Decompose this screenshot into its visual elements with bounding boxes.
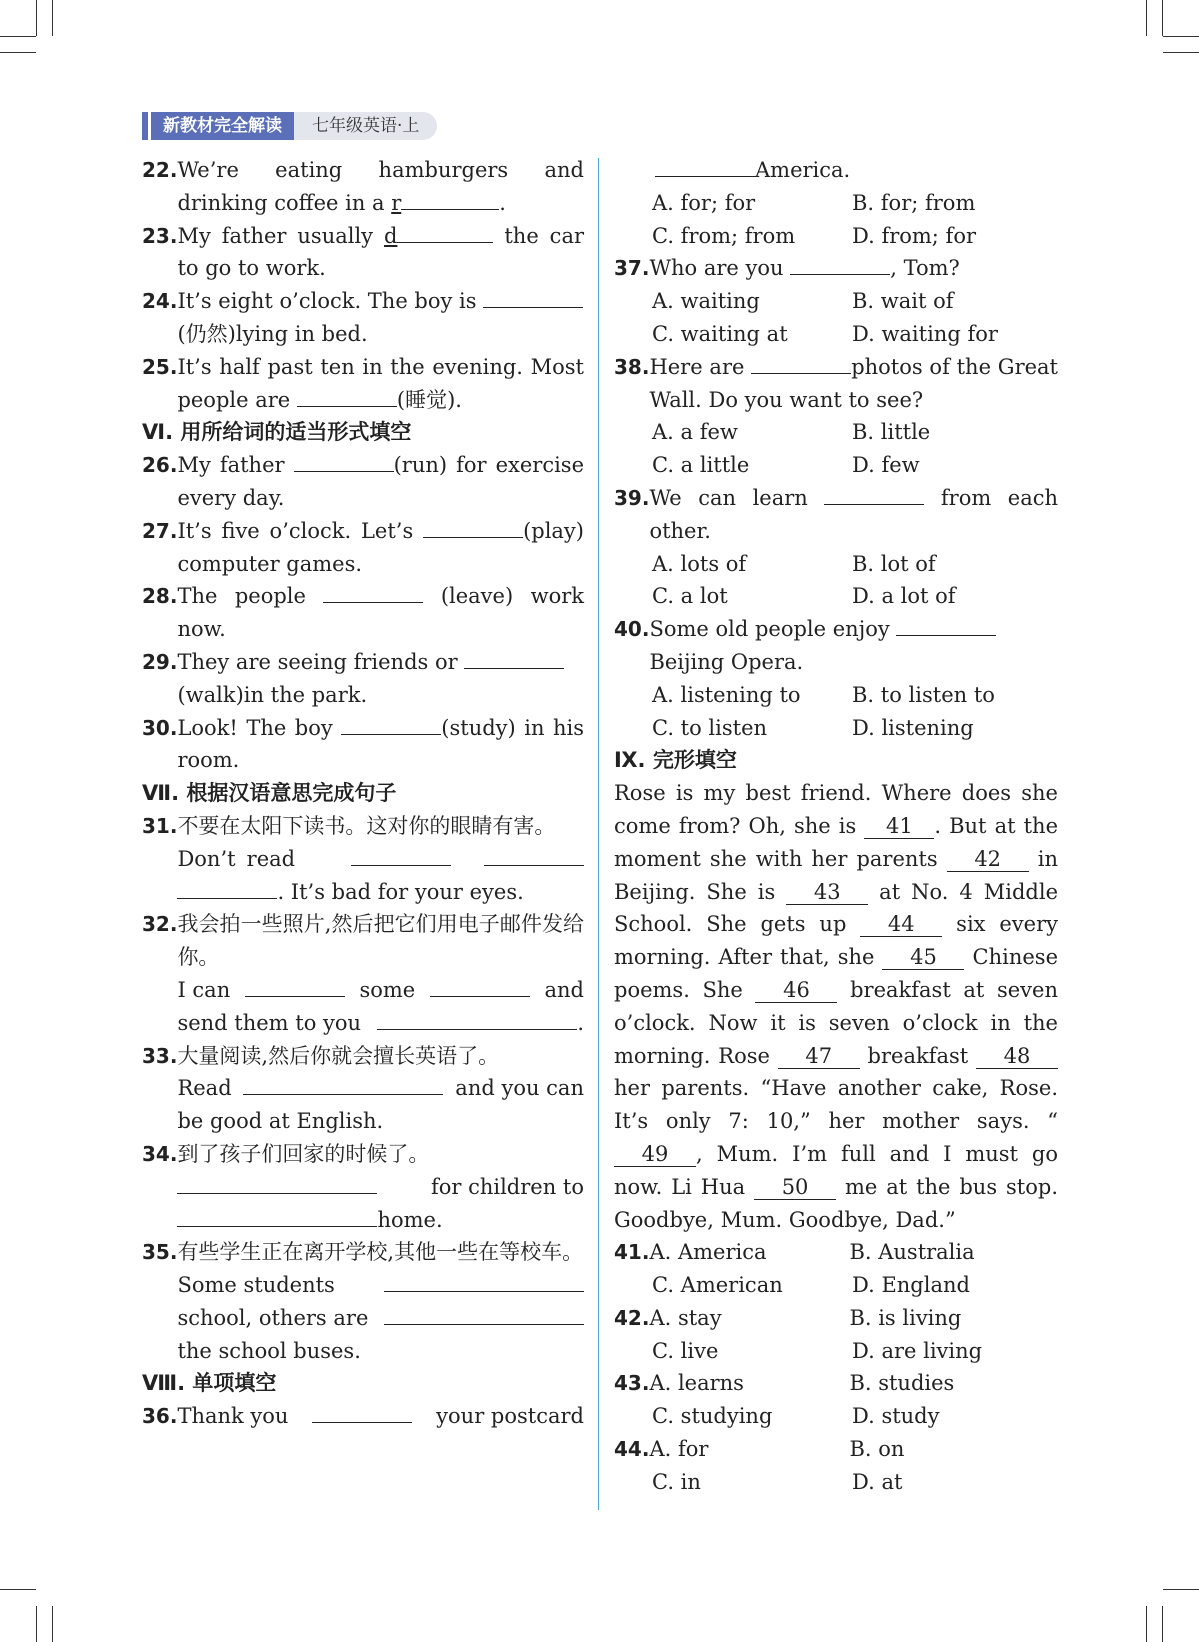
option-c[interactable]: C. in bbox=[652, 1469, 701, 1494]
column-divider bbox=[598, 158, 599, 1510]
option-d[interactable]: D. listening bbox=[852, 715, 974, 740]
header-accent-bar bbox=[142, 112, 148, 140]
question-32 bbox=[142, 908, 584, 1039]
question-text: send them to you bbox=[177, 1010, 362, 1035]
question-chinese: 我会拍一些照片,然后把它们用电子邮件发给你。 bbox=[177, 912, 584, 970]
passage-text: Rose is my best friend. Where does she come from? Oh, she is bbox=[614, 781, 1058, 838]
options-42 bbox=[614, 1335, 1058, 1368]
question-text: from each other. bbox=[649, 485, 1059, 543]
passage-text: Chinese poems. She bbox=[614, 945, 1058, 1002]
header-series-tag: 新教材完全解读 bbox=[151, 112, 294, 140]
hint-letter: d bbox=[383, 223, 398, 248]
question-chinese: 不要在太阳下读书。这对你的眼睛有害。 bbox=[177, 813, 556, 838]
answer-blank[interactable] bbox=[896, 613, 996, 636]
question-number: 37. bbox=[614, 256, 650, 281]
question-number: 23. bbox=[142, 223, 178, 248]
question-23 bbox=[142, 220, 584, 286]
option-d[interactable]: D. a lot of bbox=[852, 584, 956, 609]
question-number: 40. bbox=[614, 617, 650, 642]
question-text: Here are bbox=[649, 354, 752, 379]
question-number: 44. bbox=[614, 1437, 650, 1462]
options-38 bbox=[614, 449, 1058, 482]
answer-blank[interactable] bbox=[397, 220, 493, 243]
question-text: Some students bbox=[177, 1273, 335, 1298]
option-b[interactable]: B. to listen to bbox=[852, 682, 995, 707]
option-a[interactable]: A. listening to bbox=[652, 682, 801, 707]
cloze-blank-47[interactable]: 47 bbox=[778, 1044, 860, 1069]
options-40 bbox=[614, 712, 1058, 745]
passage-text: in Beijing. She is bbox=[614, 846, 1058, 904]
answer-blank[interactable] bbox=[790, 252, 890, 275]
options-44 bbox=[614, 1466, 1058, 1499]
question-number: 28. bbox=[142, 584, 178, 609]
crop-mark bbox=[0, 1589, 36, 1590]
answer-blank[interactable] bbox=[243, 1072, 343, 1095]
question-text: (study) in his room. bbox=[177, 715, 584, 773]
option-b[interactable]: B. is living bbox=[849, 1305, 962, 1330]
question-number: 22. bbox=[142, 158, 178, 182]
option-d[interactable]: D. few bbox=[852, 453, 920, 478]
question-number: 30. bbox=[142, 715, 178, 740]
passage-text: at No. 4 Middle School. She gets up bbox=[614, 879, 1058, 937]
options-38 bbox=[614, 416, 1058, 449]
question-text: (run) for exercise every day. bbox=[177, 453, 584, 510]
question-text: My father bbox=[177, 453, 294, 478]
question-text: home. bbox=[377, 1207, 443, 1232]
option-c[interactable]: C. a lot bbox=[652, 584, 728, 609]
answer-blank[interactable] bbox=[177, 1171, 277, 1194]
answer-blank[interactable] bbox=[751, 351, 851, 374]
question-number: 35. bbox=[142, 1240, 178, 1265]
question-27 bbox=[142, 515, 584, 581]
crop-mark bbox=[0, 36, 36, 37]
option-c[interactable]: C. live bbox=[652, 1338, 719, 1363]
option-d[interactable]: D. from; for bbox=[852, 223, 977, 248]
question-text: (leave) work now. bbox=[177, 584, 584, 642]
options-39 bbox=[614, 580, 1058, 613]
passage-text: . But at the moment she with her parents bbox=[614, 813, 1058, 871]
question-34 bbox=[142, 1138, 584, 1236]
header-subtitle: 七年级英语·上 bbox=[294, 112, 437, 140]
crop-mark bbox=[1163, 36, 1199, 37]
question-number: 25. bbox=[142, 354, 178, 379]
section-heading-viii: Ⅷ. 单项填空 bbox=[142, 1371, 277, 1396]
question-42 bbox=[614, 1302, 1058, 1335]
cloze-blank-43[interactable]: 43 bbox=[786, 880, 868, 905]
options-39 bbox=[614, 548, 1058, 581]
question-24 bbox=[142, 285, 584, 351]
crop-mark bbox=[36, 0, 37, 36]
question-chinese: 有些学生正在离开学校,其他一些在等校车。 bbox=[177, 1240, 584, 1265]
question-31 bbox=[142, 810, 584, 908]
answer-blank[interactable] bbox=[484, 843, 584, 866]
answer-blank[interactable] bbox=[464, 646, 564, 669]
question-36-continued bbox=[614, 154, 1058, 187]
crop-mark bbox=[1146, 0, 1147, 36]
cloze-blank-49[interactable]: 49 bbox=[614, 1142, 696, 1167]
question-text: school, others are bbox=[177, 1305, 369, 1330]
question-text: My father usually bbox=[177, 223, 384, 248]
question-chinese: 到了孩子们回家的时候了。 bbox=[177, 1141, 430, 1166]
option-a[interactable]: A. learns bbox=[649, 1371, 744, 1396]
question-number: 32. bbox=[142, 912, 178, 937]
question-text: . It’s bad for your eyes. bbox=[277, 879, 524, 904]
left-column bbox=[142, 154, 584, 1433]
passage-text: , Mum. I’m full and I must go now. Li Hua bbox=[614, 1141, 1058, 1199]
passage-text: six every morning. After that, she bbox=[614, 912, 1059, 970]
answer-blank[interactable] bbox=[351, 843, 451, 866]
question-text: The people bbox=[177, 584, 324, 609]
question-text: It’s eight o’clock. The boy is bbox=[177, 289, 484, 314]
question-text: Who are you bbox=[649, 256, 791, 281]
crop-mark bbox=[0, 52, 36, 53]
options-40 bbox=[614, 679, 1058, 712]
answer-blank[interactable] bbox=[484, 1302, 584, 1325]
question-40 bbox=[614, 613, 1058, 679]
passage-text: breakfast at seven o’clock. Now it is seven o’clock in the morning. Rose bbox=[614, 977, 1058, 1068]
answer-blank[interactable] bbox=[384, 1269, 484, 1292]
answer-blank[interactable] bbox=[423, 515, 523, 538]
crop-mark bbox=[1163, 52, 1199, 53]
option-c[interactable]: C. waiting at bbox=[652, 321, 788, 346]
passage-text: me at the bus stop. Goodbye, Mum. Goodbye, Dad.” bbox=[614, 1174, 1058, 1232]
crop-mark bbox=[1146, 1606, 1147, 1642]
answer-blank[interactable] bbox=[483, 285, 583, 308]
answer-blank[interactable] bbox=[245, 974, 345, 997]
cloze-passage bbox=[614, 777, 1058, 1236]
option-d[interactable]: D. England bbox=[852, 1273, 970, 1298]
question-text: . bbox=[577, 1010, 584, 1035]
question-text: be good at English. bbox=[177, 1109, 384, 1134]
question-22 bbox=[142, 154, 584, 220]
crop-mark bbox=[52, 1606, 53, 1642]
answer-blank[interactable] bbox=[477, 1007, 577, 1030]
answer-blank[interactable] bbox=[294, 449, 394, 472]
passage-text: her parents. “Have another cake, Rose. It’s only 7: 10,” her mother says. “ bbox=[614, 1076, 1058, 1134]
question-text: your postcard bbox=[436, 1404, 584, 1429]
option-a[interactable]: A. for bbox=[649, 1437, 709, 1462]
option-c[interactable]: C. a little bbox=[652, 453, 750, 478]
question-39 bbox=[614, 482, 1058, 548]
question-text: Some old people enjoy bbox=[649, 617, 897, 642]
question-29 bbox=[142, 646, 584, 712]
question-41 bbox=[614, 1236, 1058, 1269]
question-36 bbox=[142, 1400, 584, 1433]
option-b[interactable]: B. lot of bbox=[852, 551, 936, 576]
section-heading-ix: Ⅸ. 完形填空 bbox=[614, 748, 737, 773]
question-text: some bbox=[359, 977, 416, 1002]
option-b[interactable]: B. studies bbox=[849, 1371, 955, 1396]
answer-blank[interactable] bbox=[277, 1171, 377, 1194]
question-number: 43. bbox=[614, 1371, 650, 1396]
hint-letter: r bbox=[391, 190, 402, 215]
cloze-blank-41[interactable]: 41 bbox=[864, 814, 934, 839]
option-b[interactable]: B. for; from bbox=[852, 190, 976, 215]
answer-blank[interactable] bbox=[177, 1204, 277, 1227]
passage-text: breakfast bbox=[859, 1043, 976, 1068]
crop-mark bbox=[36, 1606, 37, 1642]
question-text: We can learn bbox=[649, 485, 825, 510]
question-text: the car to go to work. bbox=[177, 223, 584, 281]
question-35 bbox=[142, 1236, 584, 1367]
crop-mark bbox=[52, 0, 53, 36]
answer-blank[interactable] bbox=[401, 187, 499, 210]
question-text: . bbox=[499, 190, 506, 215]
option-d[interactable]: D. are living bbox=[852, 1338, 983, 1363]
question-text: Thank you bbox=[177, 1404, 289, 1429]
cloze-blank-50[interactable]: 50 bbox=[754, 1175, 836, 1200]
question-text: Read bbox=[177, 1076, 232, 1101]
question-number: 29. bbox=[142, 649, 178, 674]
question-text: Don’t read bbox=[177, 846, 296, 871]
question-text: (睡觉). bbox=[396, 387, 462, 412]
cloze-blank-42[interactable]: 42 bbox=[947, 847, 1029, 872]
question-text: They are seeing friends or bbox=[177, 649, 465, 674]
answer-blank[interactable] bbox=[312, 1400, 412, 1423]
cloze-blank-45[interactable]: 45 bbox=[882, 945, 964, 970]
question-number: 26. bbox=[142, 453, 178, 478]
question-number: 33. bbox=[142, 1043, 178, 1068]
options-36 bbox=[614, 187, 1058, 220]
question-number: 34. bbox=[142, 1141, 178, 1166]
question-text: Beijing Opera. bbox=[649, 649, 804, 674]
answer-blank[interactable] bbox=[655, 154, 755, 177]
answer-blank[interactable] bbox=[384, 1302, 484, 1325]
right-column bbox=[614, 154, 1058, 1499]
answer-blank[interactable] bbox=[177, 876, 277, 899]
options-41 bbox=[614, 1269, 1058, 1302]
option-b[interactable]: B. little bbox=[852, 420, 931, 445]
question-number: 39. bbox=[614, 485, 650, 510]
option-a[interactable]: A. for; for bbox=[652, 190, 756, 215]
question-44 bbox=[614, 1433, 1058, 1466]
answer-blank[interactable] bbox=[323, 580, 423, 603]
section-heading-vi: Ⅵ. 用所给词的适当形式填空 bbox=[142, 420, 412, 445]
question-text: (play) computer games. bbox=[177, 518, 584, 576]
question-text: America. bbox=[755, 158, 851, 182]
question-number: 36. bbox=[142, 1404, 178, 1429]
page-header bbox=[142, 112, 437, 140]
options-37 bbox=[614, 318, 1058, 351]
option-d[interactable]: D. at bbox=[852, 1469, 903, 1494]
question-text: It’s five o’clock. Let’s bbox=[177, 518, 424, 543]
question-number: 24. bbox=[142, 289, 178, 314]
option-d[interactable]: D. study bbox=[852, 1404, 940, 1429]
option-b[interactable]: B. wait of bbox=[852, 289, 954, 314]
answer-blank[interactable] bbox=[277, 1204, 377, 1227]
answer-blank[interactable] bbox=[824, 482, 924, 505]
cloze-blank-44[interactable]: 44 bbox=[860, 912, 942, 937]
question-number: 38. bbox=[614, 354, 650, 379]
question-25 bbox=[142, 351, 584, 417]
answer-blank[interactable] bbox=[484, 1269, 584, 1292]
cloze-blank-48[interactable]: 48 bbox=[976, 1044, 1058, 1069]
question-text: the school buses. bbox=[177, 1338, 361, 1363]
question-38 bbox=[614, 351, 1058, 417]
crop-mark bbox=[1163, 1589, 1199, 1590]
option-c[interactable]: C. studying bbox=[652, 1404, 773, 1429]
question-28 bbox=[142, 580, 584, 646]
option-a[interactable]: A. a few bbox=[652, 420, 738, 445]
option-d[interactable]: D. waiting for bbox=[852, 321, 998, 346]
question-text: I can bbox=[177, 977, 231, 1002]
option-a[interactable]: A. lots of bbox=[652, 551, 747, 576]
crop-mark bbox=[1162, 0, 1163, 36]
question-26 bbox=[142, 449, 584, 515]
answer-blank[interactable] bbox=[377, 1007, 477, 1030]
question-text: and bbox=[544, 977, 584, 1002]
question-text: Look! The boy bbox=[177, 715, 342, 740]
options-37 bbox=[614, 285, 1058, 318]
answer-blank[interactable] bbox=[430, 974, 530, 997]
question-text: for children to bbox=[430, 1174, 584, 1199]
question-chinese: 大量阅读,然后你就会擅长英语了。 bbox=[177, 1043, 500, 1068]
answer-blank[interactable] bbox=[297, 384, 397, 407]
question-number: 31. bbox=[142, 813, 178, 838]
question-number: 27. bbox=[142, 518, 178, 543]
question-text: (walk)in the park. bbox=[177, 682, 368, 707]
question-text: , Tom? bbox=[890, 256, 960, 281]
question-text: It’s half past ten in the evening. Most people are bbox=[177, 354, 584, 412]
section-heading-vii: Ⅶ. 根据汉语意思完成句子 bbox=[142, 781, 397, 806]
answer-blank[interactable] bbox=[341, 712, 441, 735]
option-b[interactable]: B. Australia bbox=[849, 1240, 975, 1265]
option-c[interactable]: C. from; from bbox=[652, 223, 796, 248]
options-43 bbox=[614, 1400, 1058, 1433]
question-37 bbox=[614, 252, 1058, 285]
option-c[interactable]: C. to listen bbox=[652, 715, 768, 740]
question-number: 42. bbox=[614, 1305, 650, 1330]
question-30 bbox=[142, 712, 584, 778]
cloze-blank-46[interactable]: 46 bbox=[755, 978, 837, 1003]
answer-blank[interactable] bbox=[343, 1072, 443, 1095]
question-text: (仍然)lying in bed. bbox=[177, 321, 368, 346]
option-c[interactable]: C. American bbox=[652, 1273, 783, 1298]
question-33 bbox=[142, 1040, 584, 1138]
options-36 bbox=[614, 220, 1058, 253]
option-b[interactable]: B. on bbox=[849, 1437, 905, 1462]
question-text: and you can bbox=[455, 1076, 584, 1101]
crop-mark bbox=[1162, 1606, 1163, 1642]
option-a[interactable]: A. stay bbox=[649, 1305, 722, 1330]
question-43 bbox=[614, 1367, 1058, 1400]
question-number: 41. bbox=[614, 1240, 650, 1265]
question-text: photos of the Great Wall. Do you want to see? bbox=[649, 354, 1058, 412]
question-text: We’re eating hamburgers and drinking coffee in a bbox=[177, 158, 584, 215]
option-a[interactable]: A. waiting bbox=[652, 289, 760, 314]
option-a[interactable]: A. America bbox=[649, 1240, 767, 1265]
